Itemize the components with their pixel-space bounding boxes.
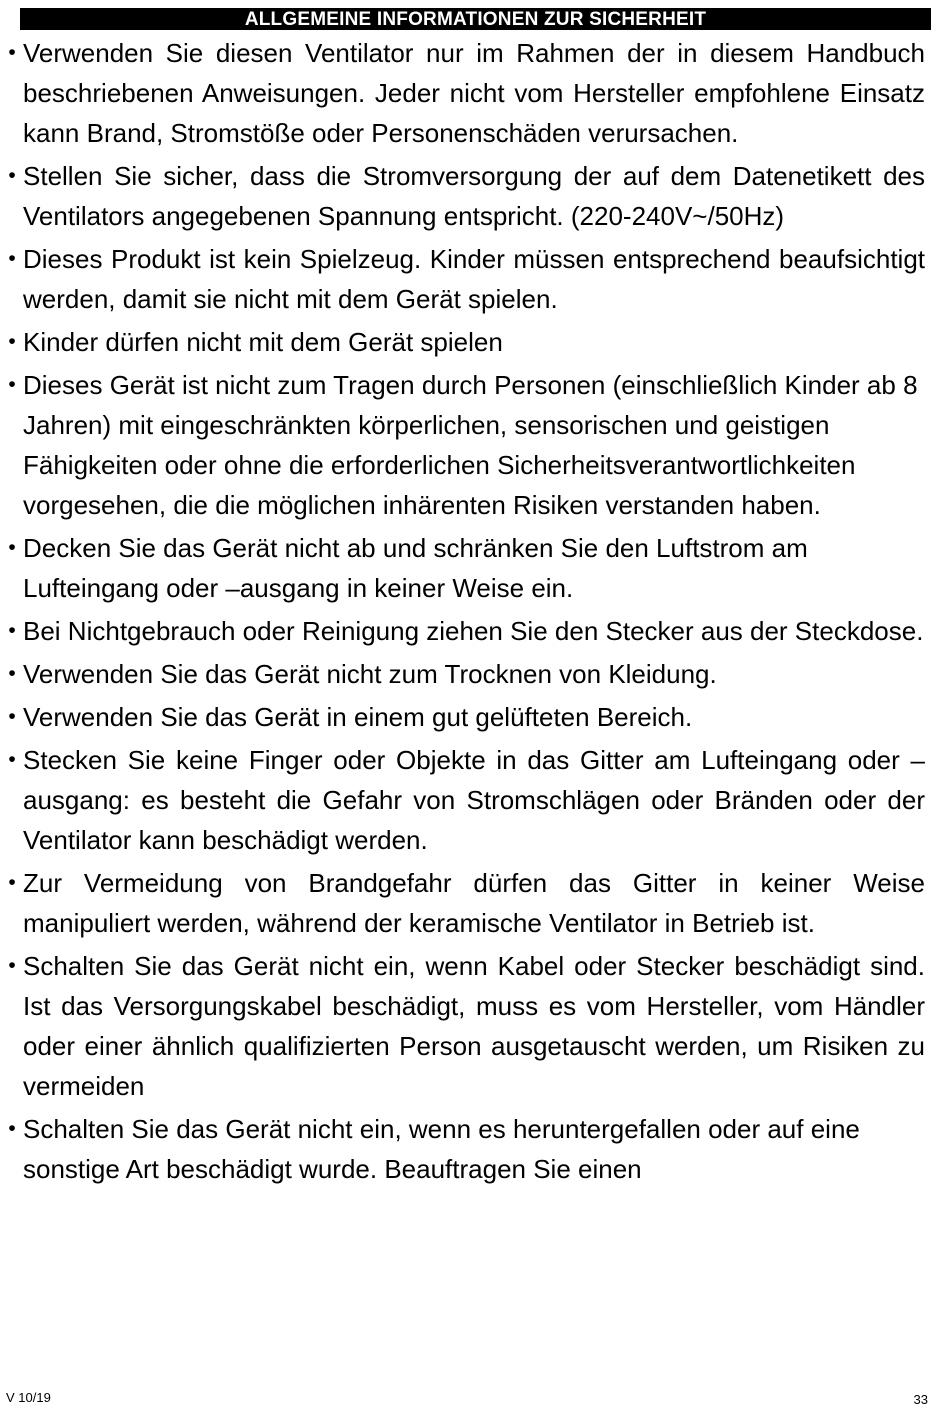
bullet-icon: • bbox=[8, 536, 16, 559]
list-item bbox=[0, 365, 950, 525]
bullet-icon: • bbox=[8, 164, 16, 187]
list-item-text: Verwenden Sie diesen Ventilator nur im Rahmen der in diesem Handbuch beschriebenen Anweisungen. Jeder nicht vom Hersteller empfohlene Einsatz kann Brand, Stromstöße oder Personenschäden verursachen. bbox=[23, 38, 925, 148]
list-item bbox=[0, 740, 950, 860]
list-item bbox=[0, 156, 950, 236]
safety-list bbox=[0, 33, 950, 1192]
list-item bbox=[0, 1109, 950, 1189]
bullet-icon: • bbox=[8, 748, 16, 771]
list-item bbox=[0, 33, 950, 153]
list-item bbox=[0, 239, 950, 319]
bullet-icon: • bbox=[8, 871, 16, 894]
bullet-icon: • bbox=[8, 330, 16, 353]
bullet-icon: • bbox=[8, 41, 16, 64]
bullet-icon: • bbox=[8, 662, 16, 685]
list-item bbox=[0, 697, 950, 737]
list-item bbox=[0, 611, 950, 651]
list-item-text: Schalten Sie das Gerät nicht ein, wenn es heruntergefallen oder auf eine sonstige Art beschädigt wurde. Beauftragen Sie einen bbox=[23, 1114, 860, 1184]
bullet-icon: • bbox=[8, 373, 16, 396]
list-item-text: Verwenden Sie das Gerät nicht zum Trocknen von Kleidung. bbox=[23, 659, 717, 689]
list-item-text: Verwenden Sie das Gerät in einem gut gelüfteten Bereich. bbox=[23, 702, 693, 732]
list-item bbox=[0, 946, 950, 1106]
page-number: 33 bbox=[913, 1392, 928, 1407]
bullet-icon: • bbox=[8, 705, 16, 728]
list-item-text: Dieses Gerät ist nicht zum Tragen durch Personen (einschließlich Kinder ab 8 Jahren) mit eingeschränkten körperlichen, sensorischen und geistigen Fähigkeiten oder ohne die erforderlichen Sicherheitsverantwortlichkeiten vorgesehen, die die möglichen inhärenten Risiken verstanden haben. bbox=[23, 370, 918, 520]
list-item-text: Bei Nichtgebrauch oder Reinigung ziehen Sie den Stecker aus der Steckdose. bbox=[23, 616, 924, 646]
list-item bbox=[0, 528, 950, 608]
list-item-text: Kinder dürfen nicht mit dem Gerät spielen bbox=[23, 327, 503, 357]
list-item-text: Schalten Sie das Gerät nicht ein, wenn Kabel oder Stecker beschädigt sind. Ist das Versorgungskabel beschädigt, muss es vom Hersteller, vom Händler oder einer ähnlich qualifizierten Person ausgetauscht werden, um Risiken zu vermeiden bbox=[23, 951, 925, 1101]
version-label: V 10/19 bbox=[6, 1390, 51, 1405]
bullet-icon: • bbox=[8, 954, 16, 977]
list-item bbox=[0, 322, 950, 362]
bullet-icon: • bbox=[8, 1117, 16, 1140]
list-item-text: Zur Vermeidung von Brandgefahr dürfen das Gitter in keiner Weise manipuliert werden, während der keramische Ventilator in Betrieb ist. bbox=[23, 868, 925, 938]
section-heading: ALLGEMEINE INFORMATIONEN ZUR SICHERHEIT bbox=[20, 8, 931, 30]
list-item-text: Stecken Sie keine Finger oder Objekte in das Gitter am Lufteingang oder –ausgang: es besteht die Gefahr von Stromschlägen oder Bränden oder der Ventilator kann beschädigt werden. bbox=[23, 745, 925, 855]
bullet-icon: • bbox=[8, 247, 16, 270]
list-item bbox=[0, 654, 950, 694]
list-item-text: Dieses Produkt ist kein Spielzeug. Kinder müssen entsprechend beaufsichtigt werden, damit sie nicht mit dem Gerät spielen. bbox=[23, 244, 925, 314]
bullet-icon: • bbox=[8, 619, 16, 642]
list-item-text: Stellen Sie sicher, dass die Stromversorgung der auf dem Datenetikett des Ventilators angegebenen Spannung entspricht. (220-240V~/50Hz) bbox=[23, 161, 925, 231]
list-item-text: Decken Sie das Gerät nicht ab und schränken Sie den Luftstrom am Lufteingang oder –ausgang in keiner Weise ein. bbox=[23, 533, 808, 603]
list-item bbox=[0, 863, 950, 943]
